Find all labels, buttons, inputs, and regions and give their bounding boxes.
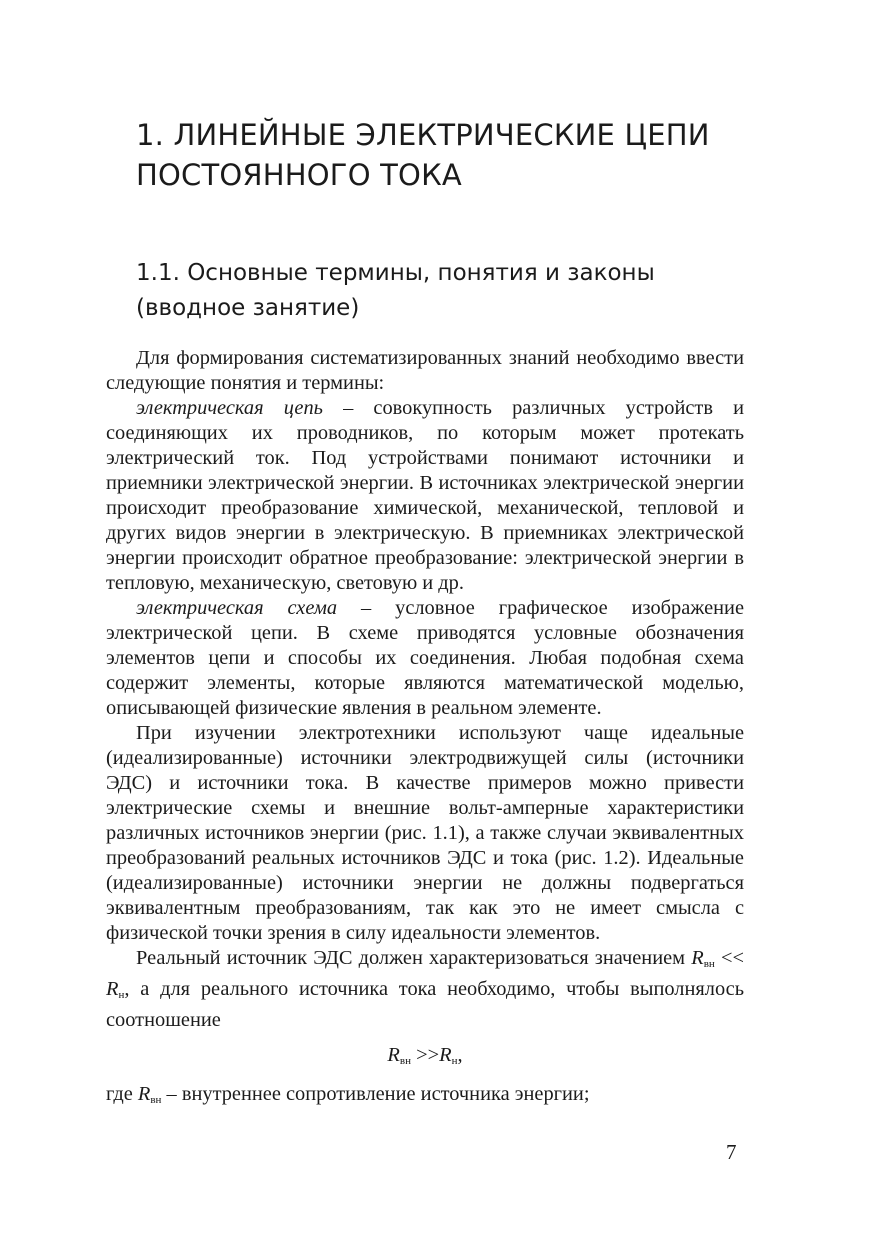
operator-much-less: << — [714, 947, 744, 969]
real-source-text-b: , а для реального источника тока необходимо, чтобы выполнялось соотношение — [106, 978, 744, 1031]
chapter-title — [136, 115, 756, 195]
section-title — [136, 256, 756, 326]
formula-r-internal: R — [387, 1044, 400, 1066]
where-symbol-r: R — [137, 1083, 151, 1105]
definition-electric-circuit: – совокупность различных устройств и соединяющих их проводников, по которым может протекать электрический ток. Под устройствами понимают источники и приемники электрической энергии. В источниках электрической энергии происходит преобразование химической, механической, тепловой и других видов энергии в электрическую. В приемниках электрической энергии происходит обратное преобразование: электрической энергии в тепловую, механическую, световую и др. — [106, 397, 744, 594]
term-electric-circuit: электрическая цепь — [136, 397, 323, 419]
section-title-line-1: 1.1. Основные термины, понятия и законы — [136, 260, 655, 286]
subscript-internal: вн — [703, 958, 715, 970]
where-text-b: – внутреннее сопротивление источника энергии; — [161, 1083, 590, 1105]
paragraph-electric-scheme — [106, 596, 744, 721]
chapter-title-line-2: ПОСТОЯННОГО ТОКА — [136, 158, 462, 192]
where-subscript: вн — [150, 1094, 162, 1106]
formula-subscript-internal: вн — [399, 1055, 411, 1067]
chapter-title-line-1: 1. ЛИНЕЙНЫЕ ЭЛЕКТРИЧЕСКИЕ ЦЕПИ — [136, 118, 710, 152]
paragraph-intro: Для формирования систематизированных знаний необходимо ввести следующие понятия и термины: — [106, 347, 744, 394]
paragraph-ideal-sources: При изучении электротехники используют чаще идеальные (идеализированные) источники электродвижущей силы (источники ЭДС) и источники тока. В качестве примеров можно привести электрические схемы и внешние вольт-амперные характеристики различных источников энергии (рис. 1.1), а также случаи эквивалентных преобразований реальных источников ЭДС и тока (рис. 1.2). Идеальные (идеализированные) источники энергии не должны подвергаться эквивалентным преобразованиям, так как это не имеет смысла с физической точки зрения в силу идеальности элементов. — [106, 722, 744, 944]
paragraph-where — [106, 1082, 744, 1113]
formula — [106, 1043, 744, 1074]
page-number: 7 — [726, 1140, 737, 1164]
paragraph-electric-circuit — [106, 396, 744, 596]
body-text — [106, 346, 744, 1113]
definition-electric-scheme: – условное графическое изображение электрической цепи. В схеме приводятся условные обозначения элементов цепи и способы их соединения. Любая подобная схема содержит элементы, которые являются математической моделью, описывающей физические явления в реальном элементе. — [106, 597, 745, 719]
paragraph-real-source — [106, 946, 744, 1033]
formula-operator: >> — [410, 1044, 440, 1066]
subscript-load: н — [118, 989, 125, 1001]
section-title-line-2: (вводное занятие) — [136, 295, 360, 321]
symbol-r-load: R — [106, 978, 119, 1000]
formula-subscript-load: н — [451, 1055, 458, 1067]
symbol-r-internal: R — [691, 947, 704, 969]
real-source-text-a: Реальный источник ЭДС должен характеризоваться значением — [136, 947, 692, 969]
term-electric-scheme: электрическая схема — [136, 597, 338, 619]
formula-comma: , — [457, 1044, 463, 1066]
where-text-a: где — [106, 1083, 138, 1105]
formula-r-load: R — [439, 1044, 452, 1066]
